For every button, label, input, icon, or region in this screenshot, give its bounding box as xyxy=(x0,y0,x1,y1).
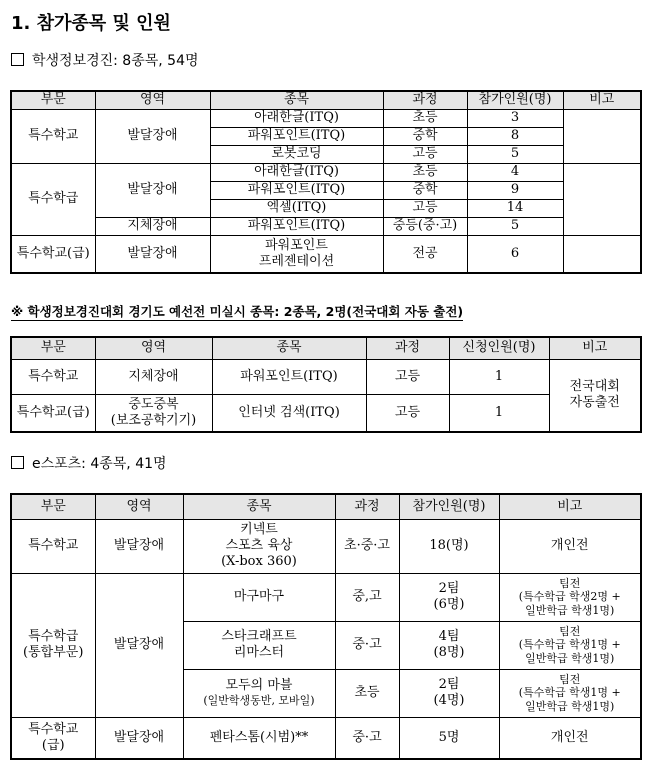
cell-course: 초등 xyxy=(383,109,467,127)
header-event: 종목 xyxy=(183,494,335,519)
cell-remark xyxy=(563,235,641,273)
section3-heading-text: e스포츠: 4종목, 41명 xyxy=(32,456,167,472)
remark-line: 팀전 xyxy=(559,576,581,590)
header-count: 참가인원(명) xyxy=(467,91,563,109)
cell-area: 지체장애 xyxy=(95,217,210,235)
checkbox-square-icon xyxy=(11,456,24,469)
section3-table xyxy=(10,493,642,760)
cell-count: 18(명) xyxy=(399,519,499,573)
cell-count: 6 xyxy=(467,235,563,273)
remark-line: 일반학급 학생1명) xyxy=(525,699,615,713)
section1-table xyxy=(10,90,642,274)
count-line: 2팀 xyxy=(438,581,460,597)
event-line: 키넥트 xyxy=(240,522,278,538)
header-course: 과정 xyxy=(366,337,449,359)
table-row xyxy=(11,717,641,759)
cell-division: 특수학교(급) xyxy=(11,394,95,432)
cell-course: 중·고 xyxy=(335,717,399,759)
cell-course: 고등 xyxy=(366,394,449,432)
cell-event: 엑셀(ITQ) xyxy=(210,199,383,217)
header-count: 참가인원(명) xyxy=(399,494,499,519)
remark-line: (특수학급 학생2명 + xyxy=(518,590,621,604)
table-header-row xyxy=(11,91,641,109)
cell-event: 파워포인트(ITQ) xyxy=(212,359,366,394)
division-line: (급) xyxy=(41,737,65,753)
header-course: 과정 xyxy=(335,494,399,519)
remark-line: 팀전 xyxy=(559,624,581,638)
cell-event: 파워포인트(ITQ) xyxy=(210,217,383,235)
section2-note: ※ 학생정보경진대회 경기도 예선전 미실시 종목: 2종목, 2명(전국대회 자동 출전) xyxy=(11,304,464,319)
count-line: 2팀 xyxy=(438,677,460,693)
table-row xyxy=(11,163,641,181)
header-division: 부문 xyxy=(11,494,95,519)
cell-remark xyxy=(563,163,641,235)
count-line: (4명) xyxy=(433,693,465,708)
cell-course: 중·고 xyxy=(335,621,399,669)
cell-area xyxy=(95,394,212,432)
remark-line: 팀전 xyxy=(559,672,581,686)
header-area: 영역 xyxy=(95,91,210,109)
cell-count: 4 xyxy=(467,163,563,181)
cell-area: 발달장애 xyxy=(95,109,210,163)
event-line: 모두의 마블 xyxy=(225,678,293,694)
cell-remark: 개인전 xyxy=(499,519,641,573)
table-header-row xyxy=(11,494,641,519)
cell-count: 8 xyxy=(467,127,563,145)
cell-count xyxy=(399,573,499,621)
cell-remark xyxy=(499,573,641,621)
cell-count xyxy=(399,669,499,717)
cell-count: 14 xyxy=(467,199,563,217)
cell-course: 중학 xyxy=(383,127,467,145)
header-area: 영역 xyxy=(95,494,183,519)
area-line: 중도중복 xyxy=(128,396,179,412)
cell-remark: 개인전 xyxy=(499,717,641,759)
cell-course: 고등 xyxy=(383,145,467,163)
cell-remark xyxy=(549,359,641,432)
cell-event: 마구마구 xyxy=(183,573,335,621)
cell-remark xyxy=(499,669,641,717)
table-row xyxy=(11,573,641,621)
cell-count: 1 xyxy=(449,394,549,432)
cell-area: 지체장애 xyxy=(95,359,212,394)
cell-count: 1 xyxy=(449,359,549,394)
cell-event: 파워포인트(ITQ) xyxy=(210,127,383,145)
header-division: 부문 xyxy=(11,337,95,359)
event-line: 스타크래프트 xyxy=(221,629,297,645)
cell-division: 특수학교 xyxy=(11,359,95,394)
cell-event: 펜타스톰(시범)** xyxy=(183,717,335,759)
event-line: 리마스터 xyxy=(233,645,285,660)
cell-division: 특수학교 xyxy=(11,109,95,163)
division-line: (통합부문) xyxy=(23,645,84,660)
table-row xyxy=(11,359,641,394)
cell-course: 중,고 xyxy=(335,573,399,621)
cell-count xyxy=(399,621,499,669)
table-row xyxy=(11,109,641,127)
division-line: 특수학교 xyxy=(28,721,79,737)
remark-line: (특수학급 학생1명 + xyxy=(518,686,621,700)
cell-area: 발달장애 xyxy=(95,717,183,759)
cell-count: 3 xyxy=(467,109,563,127)
cell-course: 전공 xyxy=(383,235,467,273)
cell-course: 초등 xyxy=(383,163,467,181)
remark-line: (특수학급 학생1명 + xyxy=(518,638,621,652)
cell-area: 발달장애 xyxy=(95,235,210,273)
header-event: 종목 xyxy=(210,91,383,109)
checkbox-square-icon xyxy=(11,53,24,66)
cell-course: 초등 xyxy=(335,669,399,717)
cell-event: 파워포인트(ITQ) xyxy=(210,181,383,199)
count-line: (6명) xyxy=(433,597,465,612)
cell-event: 인터넷 검색(ITQ) xyxy=(212,394,366,432)
cell-area: 발달장애 xyxy=(95,519,183,573)
header-count: 신청인원(명) xyxy=(449,337,549,359)
page-title: 1. 참가종목 및 인원 xyxy=(11,13,171,34)
cell-event xyxy=(183,669,335,717)
cell-event: 아래한글(ITQ) xyxy=(210,163,383,181)
header-remark: 비고 xyxy=(563,91,641,109)
cell-division xyxy=(11,717,95,759)
cell-division: 특수학급 xyxy=(11,163,95,235)
table-row xyxy=(11,519,641,573)
cell-course: 고등 xyxy=(383,199,467,217)
header-course: 과정 xyxy=(383,91,467,109)
event-line: 스포츠 육상 xyxy=(225,538,293,554)
cell-count: 5 xyxy=(467,217,563,235)
cell-remark xyxy=(563,109,641,163)
section2-table xyxy=(10,336,642,433)
header-remark: 비고 xyxy=(499,494,641,519)
header-remark: 비고 xyxy=(549,337,641,359)
table-row xyxy=(11,217,641,235)
remark-line: 일반학급 학생1명) xyxy=(525,651,615,665)
header-event: 종목 xyxy=(212,337,366,359)
cell-course: 중학 xyxy=(383,181,467,199)
cell-event: 아래한글(ITQ) xyxy=(210,109,383,127)
cell-count: 9 xyxy=(467,181,563,199)
section1-heading-text: 학생정보경진: 8종목, 54명 xyxy=(32,53,199,69)
table-row xyxy=(11,235,641,273)
cell-remark xyxy=(499,621,641,669)
cell-event: 로봇코딩 xyxy=(210,145,383,163)
remark-line: 전국대회 xyxy=(569,379,620,395)
count-line: 4팀 xyxy=(438,629,460,645)
table-header-row xyxy=(11,337,641,359)
cell-count: 5 xyxy=(467,145,563,163)
cell-division xyxy=(11,573,95,717)
section3-heading xyxy=(11,453,167,473)
event-line: (X-box 360) xyxy=(221,553,297,569)
area-line: (보조공학기기) xyxy=(110,412,197,428)
remark-line: 자동출전 xyxy=(569,395,620,411)
table-row xyxy=(11,394,641,432)
section1-heading xyxy=(11,50,199,70)
count-line: (8명) xyxy=(433,645,465,660)
cell-event: 파워포인트 프레젠테이션 xyxy=(210,235,383,273)
cell-area: 발달장애 xyxy=(95,573,183,717)
cell-area: 발달장애 xyxy=(95,163,210,217)
header-division: 부문 xyxy=(11,91,95,109)
cell-course: 초·중·고 xyxy=(335,519,399,573)
cell-course: 고등 xyxy=(366,359,449,394)
cell-event xyxy=(183,621,335,669)
cell-division: 특수학교(급) xyxy=(11,235,95,273)
cell-division: 특수학교 xyxy=(11,519,95,573)
remark-line: 일반학급 학생1명) xyxy=(525,603,615,617)
cell-event xyxy=(183,519,335,573)
cell-count: 5명 xyxy=(399,717,499,759)
event-line: (일반학생동반, 모바일) xyxy=(203,694,315,708)
cell-course: 중등(중·고) xyxy=(383,217,467,235)
header-area: 영역 xyxy=(95,337,212,359)
division-line: 특수학급 xyxy=(28,629,79,645)
